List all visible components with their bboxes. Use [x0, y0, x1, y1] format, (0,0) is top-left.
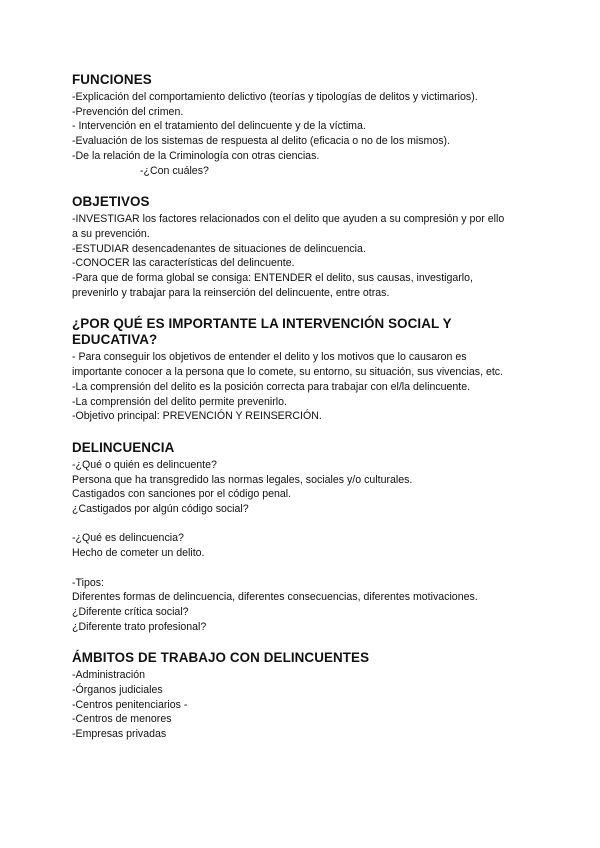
list-item: -Evaluación de los sistemas de respuesta al delito (eficacia o no de los mismos). [72, 135, 451, 148]
list-item: -¿Con cuáles? [140, 164, 209, 177]
list-item: - Para conseguir los objetivos de entender el delito y los motivos que lo causaron es [72, 351, 467, 364]
section-funciones [72, 72, 532, 178]
section-spacer [72, 178, 532, 194]
list-item: -INVESTIGAR los factores relacionados con el delito que ayuden a su compresión y por ello [72, 213, 505, 226]
list-item: -¿Qué o quién es delincuente? [72, 458, 217, 471]
section-spacer [72, 634, 532, 650]
section-importancia [72, 316, 532, 424]
blank-line [72, 561, 532, 576]
list-item: Persona que ha transgredido las normas legales, sociales y/o culturales. [72, 473, 413, 486]
list-item: -De la relación de la Criminología con otras ciencias. [72, 149, 320, 162]
section-objetivos [72, 194, 532, 300]
list-item: ¿Diferente crítica social? [72, 605, 189, 618]
section-heading: OBJETIVOS [72, 194, 150, 210]
list-item: a su prevención. [72, 227, 150, 240]
list-item: -CONOCER las características del delincuente. [72, 257, 295, 270]
list-item: -Objetivo principal: PREVENCIÓN Y REINSERCIÓN. [72, 410, 322, 423]
list-item: ¿Castigados por algún código social? [72, 503, 249, 516]
list-item: prevenirlo y trabajar para la reinserción del delincuente, entre otras. [72, 286, 390, 299]
section-heading: ÁMBITOS DE TRABAJO CON DELINCUENTES [72, 650, 370, 666]
list-item: - Intervención en el tratamiento del delincuente y de la víctima. [72, 120, 366, 133]
section-heading: FUNCIONES [72, 72, 152, 87]
list-item: -¿Qué es delincuencia? [72, 532, 184, 545]
list-item: -Prevención del crimen. [72, 105, 184, 118]
list-item: -ESTUDIAR desencadenantes de situaciones de delincuencia. [72, 242, 366, 255]
section-heading: ¿POR QUÉ ES IMPORTANTE LA INTERVENCIÓN SOCIAL Y EDUCATIVA? [72, 316, 452, 348]
section-heading: DELINCUENCIA [72, 439, 175, 455]
list-item: importante conocer a la persona que lo comete, su entorno, su situación, sus vivencias, etc. [72, 366, 504, 379]
list-item: ¿Diferente trato profesional? [72, 620, 207, 633]
section-spacer [72, 424, 532, 440]
list-item: Hecho de cometer un delito. [72, 547, 205, 560]
list-item: -Centros de menores [72, 713, 172, 726]
list-item: -Para que de forma global se consiga: ENTENDER el delito, sus causas, investigarlo, [72, 272, 473, 285]
list-item: -Tipos: [72, 576, 104, 589]
list-item: Castigados con sanciones por el código penal. [72, 488, 292, 501]
list-item: -Administración [72, 669, 146, 682]
list-item: -Empresas privadas [72, 728, 167, 741]
section-ambitos [72, 650, 532, 742]
blank-line [72, 517, 532, 532]
list-item: -La comprensión del delito es la posición correcta para trabajar con el/la delincuente. [72, 380, 471, 393]
list-item: -La comprensión del delito permite prevenirlo. [72, 395, 287, 408]
list-item: -Explicación del comportamiento delictivo (teorías y tipologías de delitos y victimarios). [72, 91, 478, 103]
section-spacer [72, 300, 532, 316]
list-item: Diferentes formas de delincuencia, diferentes consecuencias, diferentes motivaciones. [72, 591, 478, 604]
document-page [72, 72, 532, 742]
list-item: -Centros penitenciarios - [72, 698, 188, 711]
list-item: -Órganos judiciales [72, 684, 163, 697]
section-delincuencia [72, 440, 532, 634]
